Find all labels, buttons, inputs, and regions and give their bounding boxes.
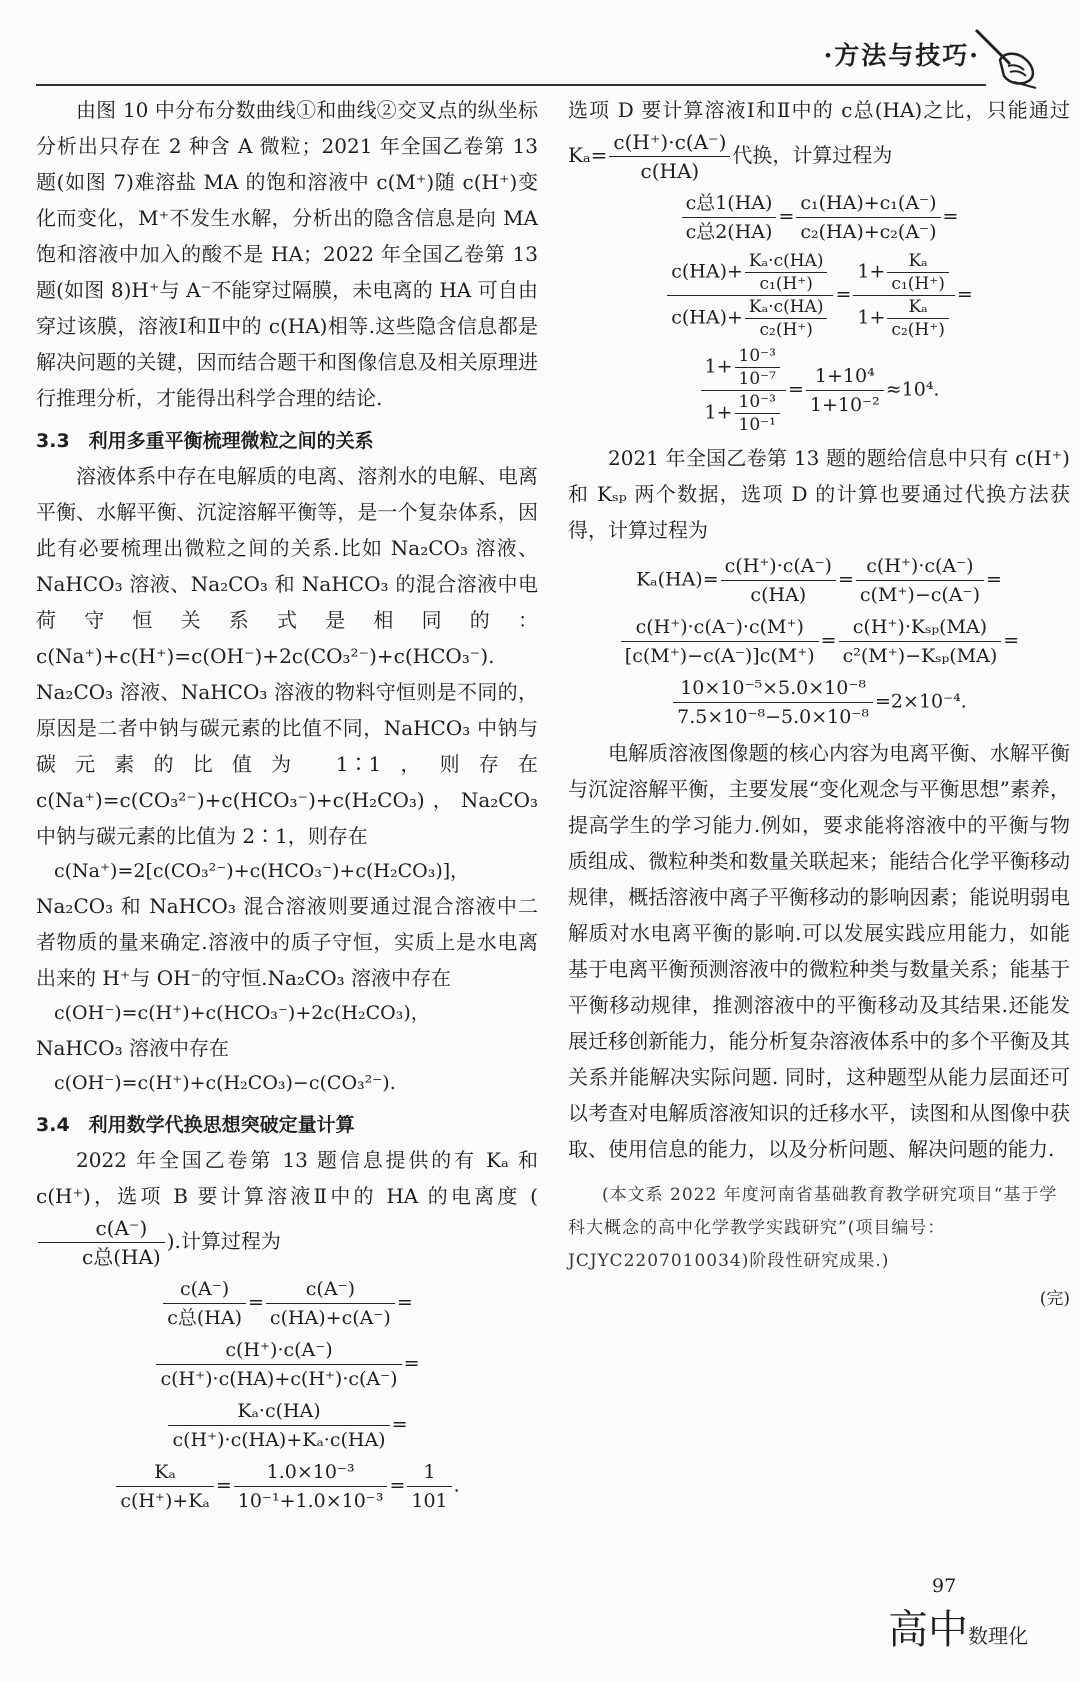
equation-line: $\frac{c(H^+)\cdot c(A^-)\cdot c(M^+)}{[c(M^+)-c(A^-)]c(M^+)}$ = $\frac{\text{c(H⁺)·Kₛₚ(MA)}}{\text{c²(M⁺)−Kₛₚ(MA)}}$ = xyxy=(568,613,1070,670)
equation-line: $\frac{\text{10×10⁻⁵×5.0×10⁻⁸}}{\text{7.5×10⁻⁸−5.0×10⁻⁸}}$ =2×10⁻⁴. xyxy=(568,674,1070,731)
paragraph: NaHCO₃ 溶液中存在 xyxy=(36,1036,229,1060)
paragraph: 溶液体系中存在电解质的电离、溶剂水的电解、电离平衡、水解平衡、沉淀溶解平衡等，是一个复杂体系，因此有必要梳理出微粒之间的关系.比如 Na₂CO₃ 溶液、NaHCO₃ 溶液、Na₂CO₃ 和 NaHCO₃ 的混合溶液中电荷守恒关系式是相同的：c(Na⁺)+c(H⁺)=c(OH⁻)+2c(CO₃²⁻)+c(HCO₃⁻). Na₂CO₃ 溶液、NaHCO₃ 溶液的物料守恒则是不同的，原因是二者中钠与碳元素的比值不同，NaHCO₃ 中钠与碳元素的比值为 1∶1，则存在 c(Na⁺)=c(CO₃²⁻)+c(HCO₃⁻)+c(H₂CO₃)，Na₂CO₃ 中钠与碳元素的比值为 2∶1，则存在 xyxy=(36,464,538,848)
equation: c(Na⁺)=2[c(CO₃²⁻)+c(HCO₃⁻)+c(H₂CO₃)]， xyxy=(54,860,470,882)
paragraph: 由图 10 中分布分数曲线①和曲线②交叉点的纵坐标分析出只存在 2 种含 A 微粒；2021 年全国乙卷第 13 题(如图 7)难溶盐 MA 的饱和溶液中 c(M⁺)随 c(H⁺)变化而变化，M⁺不发生水解，分析出的隐含信息是向 MA 饱和溶液中加入的酸不是 HA；2022 年全国乙卷第 13 题(如图 8)H⁺与 A⁻不能穿过隔膜，未电离的 HA 可自由穿过该膜，溶液Ⅰ和Ⅱ中的 c(HA)相等.这些隐含信息都是解决问题的关键，因而结合题干和图像信息及相关原理进行推理分析，才能得出科学合理的结论. xyxy=(36,98,538,410)
section-title: ·方法与技巧· xyxy=(823,41,980,70)
right-column xyxy=(568,92,1070,1309)
fraction: $\frac{c(A^-)}{\text{c总(HA)}}$ xyxy=(38,1214,165,1271)
equation-line: c(HA)+ $\frac{\text{Kₐ·c(HA)}}{\text{c₁(H⁺)}}$ c(HA)+ $\frac{\text{Kₐ·c(HA)}}{\text{c₂(H⁺)}}$ = 1+ $\frac{\text{Kₐ}}{\text{c₁(H⁺)}}$ 1+ $\frac{\text{Kₐ}}{\text{c₂(H⁺)}}$ = xyxy=(568,250,1070,341)
funding-note: (本文系 2022 年度河南省基础教育教学研究项目“基于学科大概念的高中化学教学实践研究”(项目编号：JCJYC2207010034)阶段性研究成果.) xyxy=(568,1185,1058,1271)
equation-line: $\frac{\text{Kₐ·c(HA)}}{\text{c(H⁺)·c(HA)+Kₐ·c(HA)}}$ = xyxy=(36,1397,538,1454)
equation: c(OH⁻)=c(H⁺)+c(H₂CO₃)−c(CO₃²⁻). xyxy=(54,1072,396,1094)
equation-line: $\frac{\text{c总1(HA)}}{\text{c总2(HA)}}$ = $\frac{\text{c₁(HA)+c₁(A⁻)}}{\text{c₂(HA)+c₂(A⁻)}}$ = xyxy=(568,189,1070,246)
equation-line: 1+ $\frac{\text{10⁻³}}{\text{10⁻⁷}}$ 1+ $\frac{\text{10⁻³}}{\text{10⁻¹}}$ = $\frac{\text{1+10⁴}}{\text{1+10⁻²}}$ ≈10⁴. xyxy=(568,345,1070,436)
paragraph: 电解质溶液图像题的核心内容为电离平衡、水解平衡与沉淀溶解平衡，主要发展“变化观念与平衡思想”素养，提高学生的学习能力.例如，要求能将溶液中的平衡与物质组成、微粒种类和数量关联起来；能结合化学平衡移动规律，概括溶液中离子平衡移动的影响因素；能说明弱电解质对水电离平衡的影响.可以发展实践应用能力，如能基于电离平衡预测溶液中的微粒种类与数量关系；能基于平衡移动规律，推测溶液中的平衡移动及其结果.还能发展迁移创新能力，能分析复杂溶液体系中的多个平衡及其关系并能解决实际问题. 同时，这种题型从能力层面还可以考查对电解质溶液知识的迁移水平，读图和从图像中获取、使用信息的能力，以及分析问题、解决问题的能力. xyxy=(568,741,1070,1161)
left-column xyxy=(36,92,538,1519)
page-number: 97 xyxy=(932,1575,957,1597)
paragraph: 2022 年全国乙卷第 13 题信息提供的有 Kₐ 和 c(H⁺)，选项 B 要计算溶液Ⅱ中的 HA 的电离度 ( $\frac{c(A^-)}{\text{c总(HA)}}$ ).计算过程为 xyxy=(36,1148,538,1269)
section-heading-3-3: 3.3 利用多重平衡梳理微粒之间的关系 xyxy=(36,430,374,452)
equation-line: $\frac{c(A^-)}{\text{c总(HA)}}$ = $\frac{c(A^-)}{c(HA)+c(A^-)}$ = xyxy=(36,1275,538,1332)
end-mark: (完) xyxy=(1039,1289,1070,1309)
journal-logo: 高中数理化 xyxy=(888,1607,1028,1653)
paragraph: 选项 D 要计算溶液Ⅰ和Ⅱ中的 c总(HA)之比，只能通过 Kₐ= $\frac{c(H^+)\cdot c(A^-)}{c(HA)}$ 代换，计算过程为 xyxy=(568,98,1070,183)
equation: c(OH⁻)=c(H⁺)+c(HCO₃⁻)+2c(H₂CO₃)， xyxy=(54,1002,430,1024)
paragraph: Na₂CO₃ 和 NaHCO₃ 混合溶液则要通过混合溶液中二者物质的量来确定.溶液中的质子守恒，实质上是水电离出来的 H⁺与 OH⁻的守恒.Na₂CO₃ 溶液中存在 xyxy=(36,894,538,990)
header-rule xyxy=(36,84,986,86)
equation-line: $\frac{c(H^+)\cdot c(A^-)}{c(H^+)\cdot c(HA)+c(H^+)\cdot c(A^-)}$ = xyxy=(36,1336,538,1393)
paragraph: 2021 年全国乙卷第 13 题的题给信息中只有 c(H⁺)和 Kₛₚ 两个数据，选项 D 的计算也要通过代换方法获得，计算过程为 xyxy=(568,446,1070,542)
section-heading-3-4: 3.4 利用数学代换思想突破定量计算 xyxy=(36,1114,355,1136)
equation-line: $\frac{\text{Kₐ}}{\text{c(H⁺)+Kₐ}}$ = $\frac{\text{1.0×10⁻³}}{\text{10⁻¹+1.0×10⁻³}}$ = $\frac{1}{101}$ . xyxy=(36,1458,538,1515)
equation-line: Kₐ(HA)= $\frac{c(H^+)\cdot c(A^-)}{c(HA)}$ = $\frac{c(H^+)\cdot c(A^-)}{c(M^+)-c(A^-)}$ = xyxy=(568,552,1070,609)
